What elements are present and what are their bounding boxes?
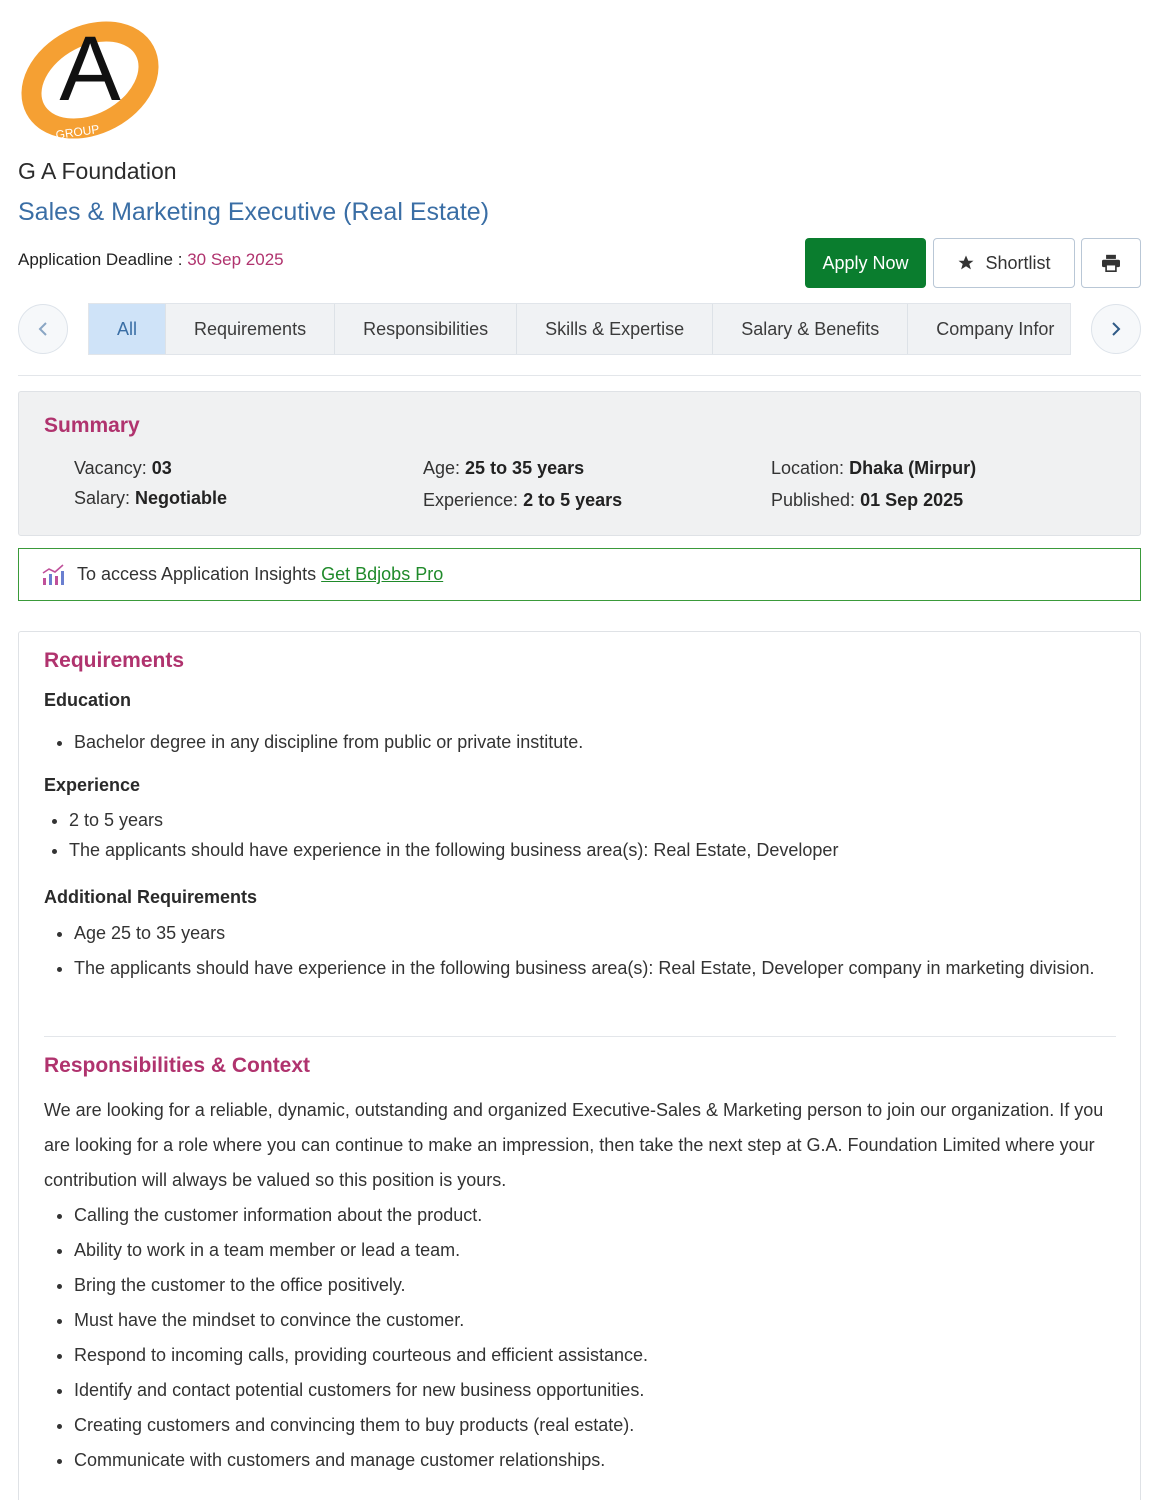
logo-text: GROUP <box>54 122 101 142</box>
summary-age <box>423 458 584 479</box>
job-details-panel <box>18 631 1141 1500</box>
location-value: Dhaka (Mirpur) <box>849 458 977 478</box>
tab-salary-benefits[interactable]: Salary & Benefits <box>713 304 908 354</box>
insights-chart-icon <box>41 564 65 586</box>
deadline-date: 30 Sep 2025 <box>187 250 284 269</box>
list-item: • Age 25 to 35 years <box>74 916 1104 951</box>
shortlist-button[interactable] <box>933 238 1075 288</box>
company-name: G A Foundation <box>18 158 177 184</box>
summary-salary <box>74 488 227 509</box>
experience-label: Experience: <box>423 490 519 510</box>
deadline-label: Application Deadline : <box>18 250 183 269</box>
list-item: • 2 to 5 years <box>69 805 838 835</box>
published-label: Published: <box>771 490 856 510</box>
printer-icon <box>1101 254 1121 272</box>
location-label: Location: <box>771 458 845 478</box>
list-item: • The applicants should have experience in the following business area(s): Real Estate, Developer <box>69 835 838 865</box>
shortlist-label: Shortlist <box>985 252 1051 273</box>
summary-panel <box>18 391 1141 536</box>
responsibilities-intro: We are looking for a reliable, dynamic, outstanding and organized Executive-Sales & Marketing person to join our organization. If you are looking for a role where you can continue to make an impression, then take the next step at G.A. Foundation Limited where your contribution will always be valued so this position is yours. <box>44 1100 1104 1190</box>
list-item: • Bachelor degree in any discipline from public or private institute. <box>74 725 583 760</box>
list-item: • Must have the mindset to convince the customer. <box>74 1303 648 1338</box>
summary-vacancy <box>74 458 172 479</box>
insights-text: To access Application Insights <box>77 564 317 584</box>
summary-title: Summary <box>44 414 140 437</box>
tab-requirements[interactable]: Requirements <box>166 304 335 354</box>
print-button[interactable] <box>1081 238 1141 288</box>
requirements-title: Requirements <box>44 649 185 672</box>
apply-now-button[interactable]: Apply Now <box>805 238 926 288</box>
published-value: 01 Sep 2025 <box>860 490 964 510</box>
salary-label: Salary: <box>74 488 131 508</box>
chevron-left-icon <box>37 321 49 337</box>
tab-responsibilities[interactable]: Responsibilities <box>335 304 517 354</box>
education-heading: Education <box>44 690 132 710</box>
divider <box>44 1036 1116 1037</box>
tab-all[interactable]: All <box>89 304 166 354</box>
experience-heading: Experience <box>44 775 141 795</box>
summary-location <box>771 458 976 479</box>
tab-skills-expertise[interactable]: Skills & Expertise <box>517 304 713 354</box>
divider <box>18 375 1141 376</box>
list-item: • Ability to work in a team member or lead a team. <box>74 1233 648 1268</box>
get-bdjobs-pro-link[interactable]: Get Bdjobs Pro <box>321 564 444 584</box>
vacancy-value: 03 <box>151 458 172 478</box>
star-icon <box>957 254 975 272</box>
age-label: Age: <box>423 458 461 478</box>
additional-requirements-list <box>74 916 1104 986</box>
list-item: • Bring the customer to the office positively. <box>74 1268 648 1303</box>
list-item: • Communicate with customers and manage customer relationships. <box>74 1443 648 1478</box>
section-tabs <box>88 303 1071 355</box>
summary-published <box>771 490 963 511</box>
summary-experience <box>423 490 622 511</box>
list-item: • Calling the customer information about the product. <box>74 1198 648 1233</box>
chevron-right-icon <box>1110 321 1122 337</box>
insights-banner <box>18 548 1141 601</box>
tab-scroll-left-button[interactable] <box>18 304 68 354</box>
responsibilities-list <box>74 1198 648 1478</box>
salary-value: Negotiable <box>135 488 228 508</box>
age-value: 25 to 35 years <box>465 458 585 478</box>
responsibilities-title: Responsibilities & Context <box>44 1054 311 1077</box>
application-deadline <box>18 250 284 270</box>
list-item: • Respond to incoming calls, providing courteous and efficient assistance. <box>74 1338 648 1373</box>
list-item: • The applicants should have experience in the following business area(s): Real Estate, Developer company in marketing division. <box>74 951 1104 986</box>
experience-list <box>69 805 838 865</box>
list-item: • Creating customers and convincing them to buy products (real estate). <box>74 1408 648 1443</box>
tab-scroll-right-button[interactable] <box>1091 304 1141 354</box>
education-list <box>74 725 583 760</box>
additional-requirements-heading: Additional Requirements <box>44 887 258 907</box>
experience-value: 2 to 5 years <box>523 490 623 510</box>
job-title: Sales & Marketing Executive (Real Estate) <box>18 198 490 226</box>
vacancy-label: Vacancy: <box>74 458 147 478</box>
logo-letter: A <box>59 18 121 120</box>
tab-company-info[interactable]: Company Infor <box>908 304 1071 354</box>
list-item: • Identify and contact potential customers for new business opportunities. <box>74 1373 648 1408</box>
company-logo <box>18 12 163 142</box>
